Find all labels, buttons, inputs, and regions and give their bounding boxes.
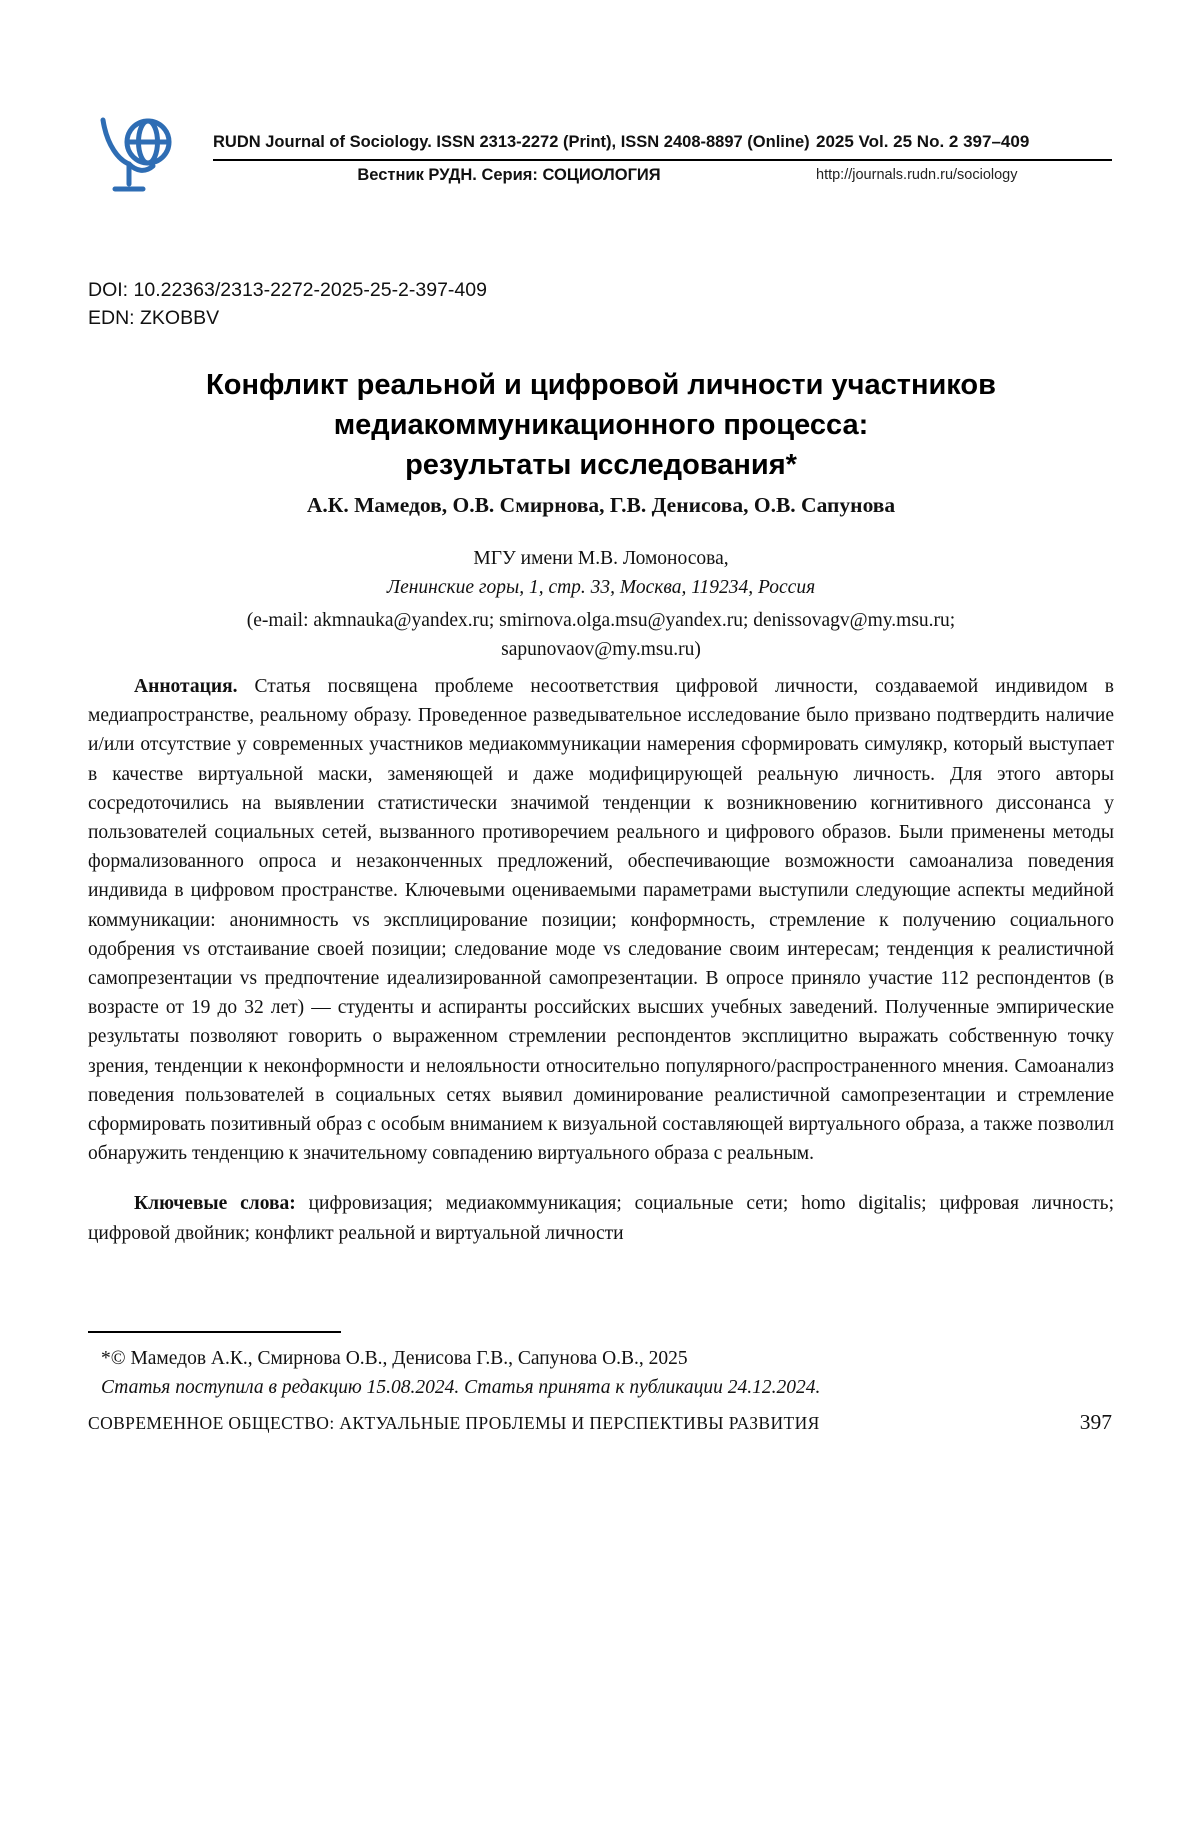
article-title-line-1: Конфликт реальной и цифровой личности участников bbox=[206, 369, 996, 401]
abstract-text: Статья посвящена проблеме несоответствия цифровой личности, создаваемой индивидом в медиапространстве, реальному образу. Проведенное разведывательное исследование было призвано подтвердить наличие и/или отсутствие у современных участников медиакоммуникации намерения сформировать симулякр, который выступает в качестве виртуальной маски, заменяющей и даже модифицирующей реальную личность. Для этого авторы сосредоточились на выявлении статистически значимой тенденции к возникновению когнитивного диссонанса у пользователей социальных сетей, вызванного противоречием реального и цифрового образов. Были применены методы формализованного опроса и незаконченных предложений, обеспечивающие возможности самоанализа поведения индивида в цифровом пространстве. Ключевыми оцениваемыми параметрами выступили следующие аспекты медийной коммуникации: анонимность vs эксплицирование позиции; конформность, стремление к получению социального одобрения vs отстаивание своей позиции; следование моде vs следование своим интересам; тенденция к реалистичной самопрезентации vs предпочтение идеализированной самопрезентации. В опросе приняло участие 112 респондентов (в возрасте от 19 до 32 лет) — студенты и аспиранты российских высших учебных заведений. Полученные эмпирические результаты позволяют говорить о выраженном стремлении респондентов эксплицитно выражать собственную точку зрения, тенденции к неконформности и нелояльности относительно популярного/распространенного мнения. Самоанализ поведения пользователей в социальных сетях выявил доминирование реалистичной самопрезентации и стремление сформировать позитивный образ с особым вниманием к визуальной составляющей виртуального образа, а также позволил обнаружить тенденцию к значительному совпадению виртуального образа с реальным. bbox=[88, 676, 1114, 1165]
journal-title-ru: Вестник РУДН. Серия: СОЦИОЛОГИЯ bbox=[357, 166, 661, 184]
doi-line: DOI: 10.22363/2313-2272-2025-25-2-397-409 bbox=[88, 279, 487, 301]
issue-volume-pages: 2025 Vol. 25 No. 2 397–409 bbox=[816, 132, 1030, 151]
footnote-copyright: *© Мамедов А.К., Смирнова О.В., Денисова Г.В., Сапунова О.В., 2025 bbox=[101, 1348, 688, 1369]
emails-line-1: (e-mail: akmnauka@yandex.ru; smirnova.olga.msu@yandex.ru; denissovagv@my.msu.ru; bbox=[246, 610, 956, 631]
article-title-line-3: результаты исследования* bbox=[405, 449, 797, 481]
keywords-paragraph bbox=[88, 1189, 1114, 1247]
footer-section-title: СОВРЕМЕННОЕ ОБЩЕСТВО: АКТУАЛЬНЫЕ ПРОБЛЕМЫ И ПЕРСПЕКТИВЫ РАЗВИТИЯ bbox=[88, 1413, 820, 1433]
abstract-label: Аннотация. bbox=[134, 676, 238, 697]
affiliation-address: Ленинские горы, 1, стр. 33, Москва, 119234, Россия bbox=[386, 577, 816, 598]
keywords-label: Ключевые слова: bbox=[134, 1193, 296, 1215]
article-title-line-2: медиакоммуникационного процесса: bbox=[333, 409, 869, 441]
page-number: 397 bbox=[1079, 1410, 1112, 1434]
footnote-block bbox=[88, 1344, 1114, 1402]
affiliation-block bbox=[88, 544, 1114, 602]
journal-masthead bbox=[213, 131, 810, 186]
issue-info-block bbox=[816, 131, 1116, 184]
footnote-divider bbox=[88, 1331, 341, 1333]
abstract-paragraph bbox=[88, 672, 1114, 1168]
footnote-dates: Статья поступила в редакцию 15.08.2024. Статья принята к публикации 24.12.2024. bbox=[101, 1377, 821, 1398]
affiliation-organization: МГУ имени М.В. Ломоносова, bbox=[473, 548, 729, 569]
article-title bbox=[88, 365, 1114, 485]
rudn-logo-icon bbox=[95, 114, 179, 198]
article-identifiers bbox=[88, 276, 487, 332]
authors-line: А.К. Мамедов, О.В. Смирнова, Г.В. Денисова, О.В. Сапунова bbox=[306, 493, 896, 517]
page-footer bbox=[88, 1410, 1112, 1435]
keywords-text: цифровизация; медиакоммуникация; социальные сети; homo digitalis; цифровая личность; цифровой двойник; конфликт реальной и виртуальной личности bbox=[88, 1193, 1114, 1244]
emails-line-2: sapunovaov@my.msu.ru) bbox=[501, 639, 701, 660]
edn-line: EDN: ZKOBBV bbox=[88, 307, 220, 329]
article-body bbox=[88, 672, 1114, 1248]
emails-block bbox=[88, 606, 1114, 664]
journal-url: http://journals.rudn.ru/sociology bbox=[816, 167, 1018, 183]
journal-title-en: RUDN Journal of Sociology. ISSN 2313-2272 (Print), ISSN 2408-8897 (Online) bbox=[213, 133, 810, 151]
